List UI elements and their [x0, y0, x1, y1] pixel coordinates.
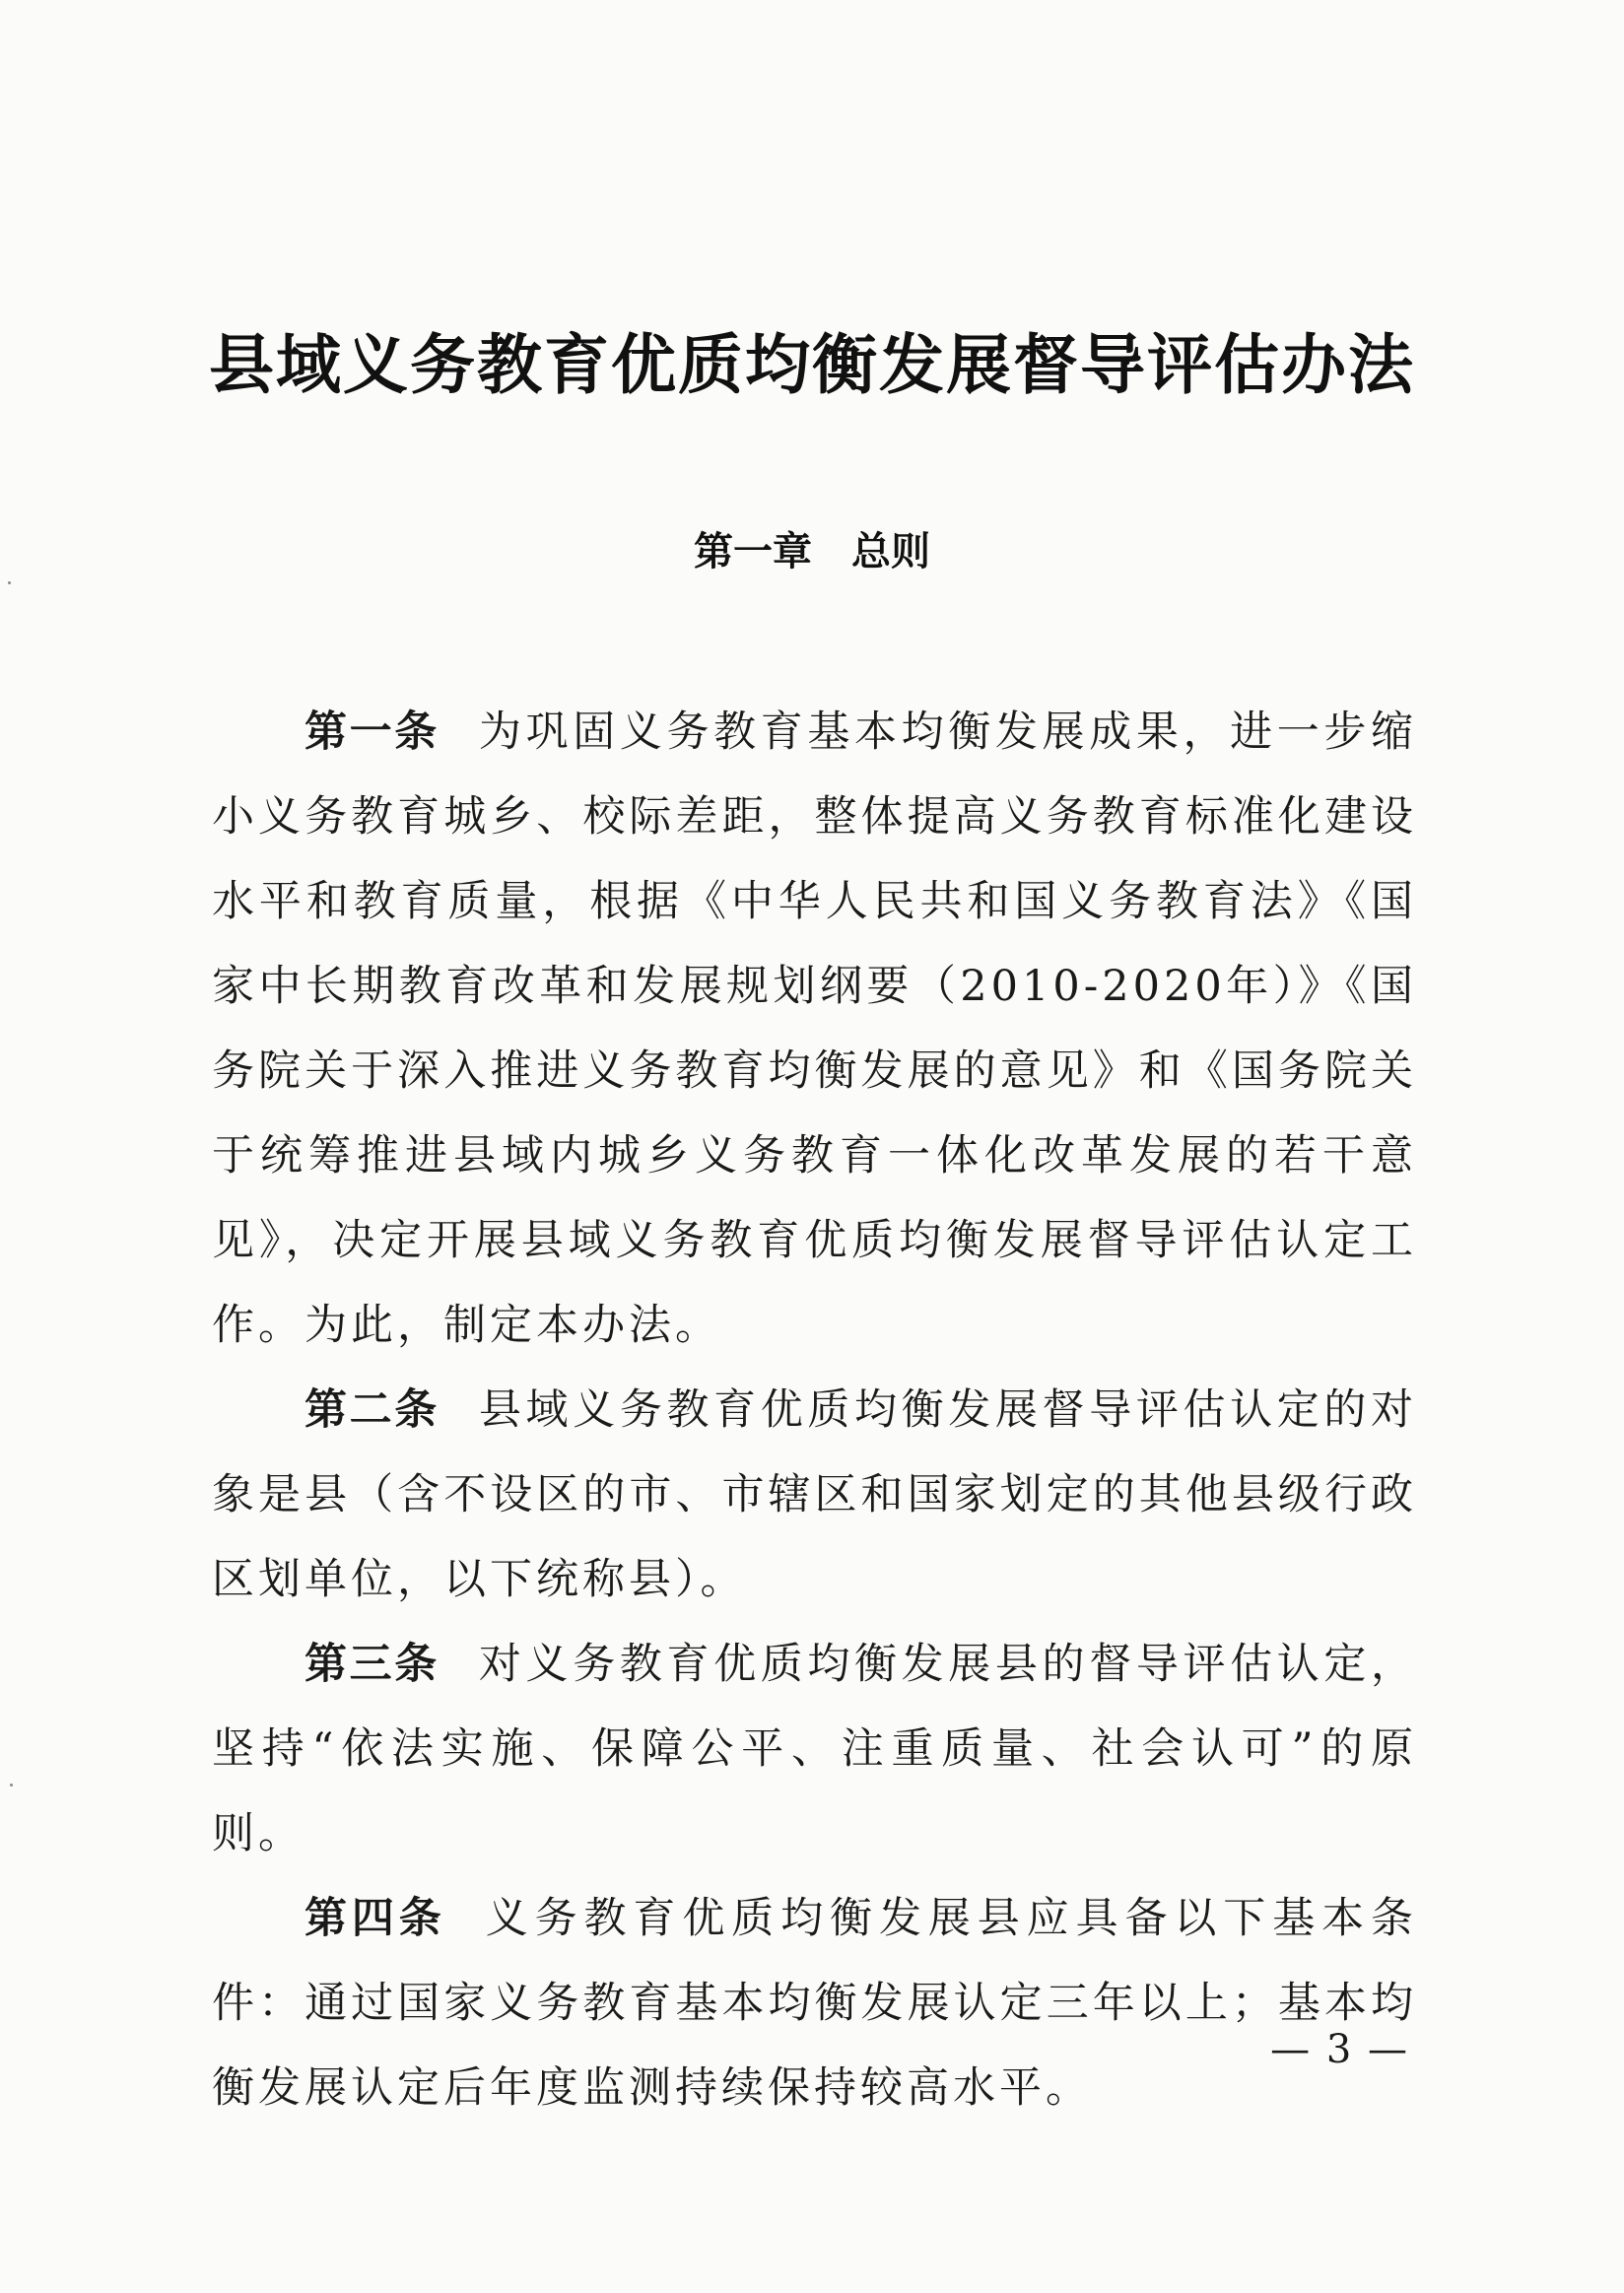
- chapter-heading: 第一章 总则: [694, 529, 930, 574]
- document-title: 县域义务教育优质均衡发展督导评估办法: [209, 326, 1415, 403]
- document-body: [212, 690, 1417, 2130]
- article-text: 县域义务教育优质均衡发展督导评估认定的对象是县（含不设区的市、市辖区和国家划定的其他县级行政区划单位，以下统称县）。: [212, 1385, 1418, 1604]
- article-label: 第二条: [304, 1385, 440, 1435]
- article-text: 义务教育优质均衡发展县应具备以下基本条件：通过国家义务教育基本均衡发展认定三年以上；基本均衡发展认定后年度监测持续保持较高水平。: [212, 1894, 1418, 2113]
- article-1: [212, 690, 1417, 1368]
- article-label: 第四条: [304, 1894, 446, 1943]
- scan-speck: [10, 1784, 13, 1787]
- article-text: 对义务教育优质均衡发展县的督导评估认定，坚持“依法实施、保障公平、注重质量、社会认可”的原则。: [212, 1640, 1418, 1858]
- article-label: 第三条: [304, 1640, 440, 1689]
- scan-speck: [8, 581, 11, 584]
- article-3: [212, 1622, 1417, 1876]
- article-text: 为巩固义务教育基本均衡发展成果，进一步缩小义务教育城乡、校际差距，整体提高义务教育标准化建设水平和教育质量，根据《中华人民共和国义务教育法》《国家中长期教育改革和发展规划纲要（2010-2020年）》《国务院关于深入推进义务教育均衡发展的意见》和《国务院关于统筹推进县域内城乡义务教育一体化改革发展的若干意见》，决定开展县域义务教育优质均衡发展督导评估认定工作。为此，制定本办法。: [212, 708, 1418, 1350]
- page-number: — 3 —: [1270, 2027, 1409, 2072]
- article-4: [212, 1876, 1417, 2130]
- article-label: 第一条: [304, 708, 440, 757]
- article-2: [212, 1368, 1417, 1622]
